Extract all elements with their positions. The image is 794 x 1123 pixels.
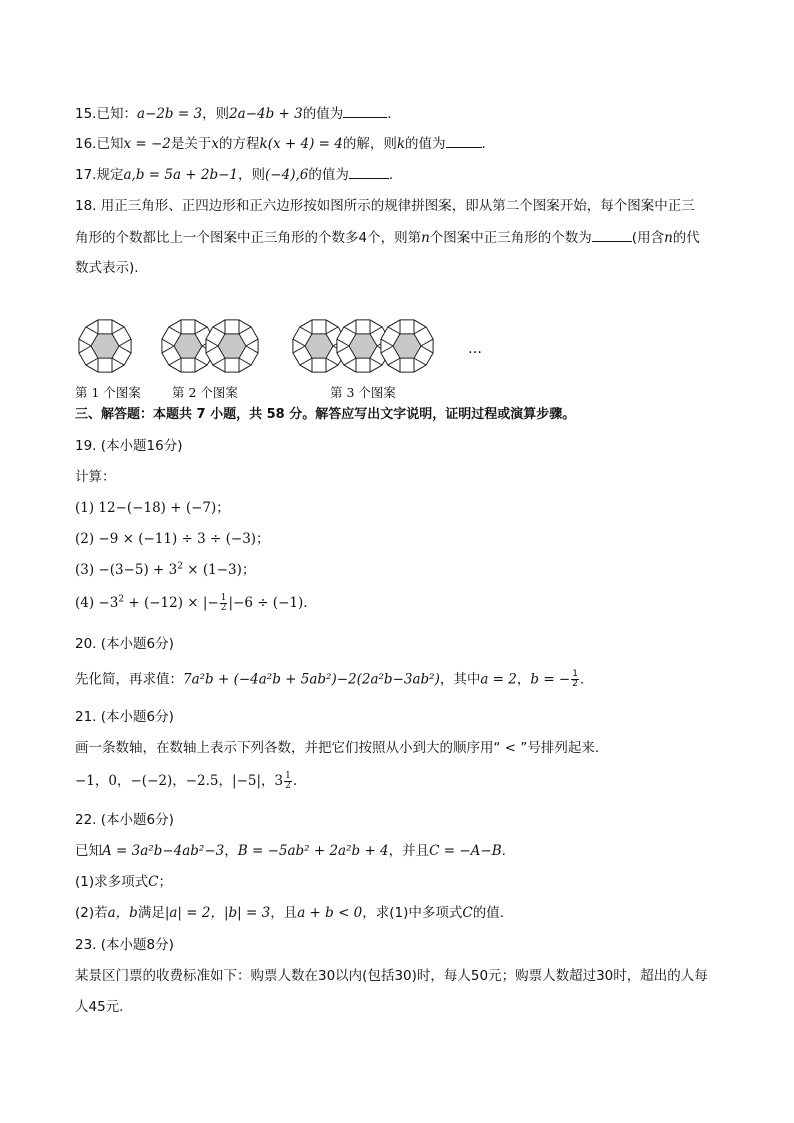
- q15-prefix: 已知：: [96, 106, 137, 122]
- q23-line1: 某景区门票的收费标准如下：购票人数在30以内(包括30)时，每人50元；购票人数超过30时，超出的人每: [75, 968, 708, 984]
- q16-condition: x = −2: [123, 136, 171, 152]
- q20-prefix: 先化简，再求值：: [75, 671, 183, 688]
- q15-condition: a−2b = 3: [136, 106, 203, 122]
- fraction-denominator: 2: [220, 603, 227, 613]
- q15-expression: 2a−4b + 3: [229, 106, 303, 122]
- q19-part4: [75, 594, 308, 613]
- q16-var: x: [211, 136, 220, 152]
- q22-p1-var: C: [148, 874, 159, 890]
- q19-part1: (1) 12−(−18) + (−7)；: [75, 500, 230, 516]
- q17-expression: (−4),6: [265, 167, 309, 183]
- q16-post: 的值为: [405, 136, 446, 152]
- q20-body: [75, 670, 584, 689]
- question-15: [75, 104, 392, 123]
- q22-mid: ，并且: [388, 843, 430, 859]
- q19-title: 19. (本小题16分): [75, 438, 183, 454]
- q16-equation: k(x + 4) = 4: [259, 136, 343, 152]
- q19-p4-b: + (−12) × |−: [124, 595, 219, 611]
- q20-b-value: b = −: [530, 671, 571, 688]
- q18-text-c: 个图案中正三角形的个数为: [429, 230, 592, 246]
- q22-p2-a: (2)若: [75, 905, 108, 921]
- q17-operator: a,b: [123, 167, 145, 183]
- q22-p2-c: 满足: [137, 905, 165, 921]
- question-16: [75, 134, 486, 153]
- question-18-line3: 数式表示).: [75, 260, 139, 276]
- q22-sep: ，: [224, 843, 238, 859]
- q17-definition: = 5a + 2b−1: [144, 167, 239, 183]
- answer-blank[interactable]: [349, 165, 389, 179]
- q22-p2-d: |a| = 2，|b| = 3: [164, 905, 271, 921]
- q16-number: 16.: [75, 136, 97, 152]
- q22-body: [75, 842, 506, 860]
- q22-p1-text: (1)求多项式: [75, 874, 149, 890]
- ellipsis: …: [468, 341, 482, 357]
- q19-p3-exp: 2: [177, 561, 183, 572]
- q22-A: A = 3a²b−4ab²−3: [102, 843, 225, 859]
- section-3-heading: 三、解答题：本题共 7 小题，共 58 分。解答应写出文字说明，证明过程或演算步骤。: [75, 407, 576, 422]
- q18-text-d: (用含: [631, 230, 665, 246]
- q22-p2-b: a，b: [107, 905, 138, 921]
- q17-number: 17.: [75, 167, 97, 183]
- q21-text: 画一条数轴，在数轴上表示下列各数，并把它们按照从小到大的顺序用“ < ”号排列起来.: [75, 740, 600, 756]
- q22-p2-e: ，且: [270, 905, 298, 921]
- q21-number-list: −1，0，−(−2)，−2.5，|−5|，3: [75, 773, 284, 789]
- question-17: [75, 165, 393, 184]
- fraction-denominator: 2: [572, 679, 578, 689]
- pattern-3-label: 第 3 个图案: [330, 385, 396, 400]
- q20-sep: ，: [516, 671, 531, 688]
- fraction-numerator: 1: [285, 771, 291, 781]
- q18-n: n: [421, 230, 430, 246]
- mixed-fraction: [284, 772, 292, 791]
- q19-intro: 计算：: [75, 469, 116, 485]
- q15-post: 的值为: [302, 106, 344, 122]
- q22-end: .: [501, 843, 506, 859]
- q22-p2-i: 的值.: [472, 905, 505, 921]
- q16-mid3: 的解，则: [342, 136, 397, 152]
- pattern-3: [293, 320, 433, 372]
- q22-p2-g: ，求(1)中多项式: [362, 905, 463, 921]
- answer-blank[interactable]: [592, 228, 632, 242]
- pattern-1: [79, 320, 131, 372]
- q16-mid2: 的方程: [219, 136, 260, 152]
- q16-prefix: 已知: [96, 136, 124, 152]
- q18-n2: n: [664, 230, 673, 246]
- q19-p3-a: (3) −(3−5) + 3: [75, 562, 178, 578]
- question-18-line1: 18. 用正三角形、正四边形和正六边形按如图所示的规律拼图案，即从第二个图案开始，每个图案中正三: [75, 198, 695, 214]
- q21-title: 21. (本小题6分): [75, 709, 174, 725]
- fraction-numerator: 1: [220, 593, 227, 603]
- q16-mid1: 是关于: [170, 136, 212, 152]
- answer-blank[interactable]: [446, 134, 482, 148]
- q18-text-b: 个，则第: [367, 230, 422, 246]
- q22-p1-end: ；: [158, 874, 172, 890]
- q15-end: .: [387, 106, 392, 122]
- q23-line2: 人45元.: [75, 999, 124, 1015]
- pattern-2-label: 第 2 个图案: [172, 385, 238, 400]
- q22-p2-f: a + b < 0: [297, 905, 363, 921]
- q21-end: .: [292, 773, 298, 789]
- q22-part1: [75, 873, 172, 891]
- answer-blank[interactable]: [343, 104, 387, 118]
- q22-part2: [75, 904, 504, 922]
- q23-title: 23. (本小题8分): [75, 937, 174, 953]
- q22-C: C = −A−B: [429, 843, 502, 859]
- question-18-line2: [75, 228, 700, 247]
- q18-text-a: 角形的个数都比上一个图案中正三角形的个数多: [75, 230, 359, 246]
- q17-end: .: [388, 167, 394, 183]
- q19-part2: (2) −9 × (−11) ÷ 3 ÷ (−3)；: [75, 531, 270, 547]
- q19-p4-exp: 2: [118, 594, 125, 605]
- q22-prefix: 已知: [75, 843, 102, 859]
- q22-B: B = −5ab² + 2a²b + 4: [237, 843, 389, 859]
- q16-k: k: [396, 136, 406, 152]
- q20-end: .: [579, 671, 585, 688]
- pattern-2: [162, 320, 258, 372]
- q19-p4-a: (4) −3: [75, 595, 119, 611]
- q20-expression: 7a²b + (−4a²b + 5ab²)−2(2a²b−3ab²): [183, 671, 440, 688]
- q15-number: 15.: [75, 106, 97, 122]
- q17-prefix: 规定: [96, 167, 124, 183]
- q17-mid: ，则: [238, 167, 266, 183]
- q20-a-value: a = 2: [480, 671, 517, 688]
- q19-p3-b: × (1−3)；: [182, 562, 256, 578]
- q20-mid: ，其中: [439, 671, 481, 688]
- q19-part3: [75, 561, 255, 579]
- fraction-half: [220, 594, 228, 613]
- q18-text-e: 的代: [672, 230, 700, 246]
- q20-title: 20. (本小题6分): [75, 636, 174, 652]
- pattern-1-label: 第 1 个图案: [75, 385, 141, 400]
- fraction-denominator: 2: [285, 781, 291, 791]
- q19-p4-c: |−6 ÷ (−1).: [228, 595, 308, 611]
- q16-end: .: [481, 136, 486, 152]
- pattern-figure: [70, 308, 500, 383]
- fraction-numerator: 1: [572, 669, 578, 679]
- q21-numbers: [75, 772, 297, 791]
- q22-title: 22. (本小题6分): [75, 812, 174, 828]
- q22-p2-h: C: [462, 905, 473, 921]
- q17-post: 的值为: [308, 167, 349, 183]
- fraction-half: [571, 670, 579, 689]
- q18-four: 4: [358, 230, 368, 246]
- q15-mid: ，则: [202, 106, 230, 122]
